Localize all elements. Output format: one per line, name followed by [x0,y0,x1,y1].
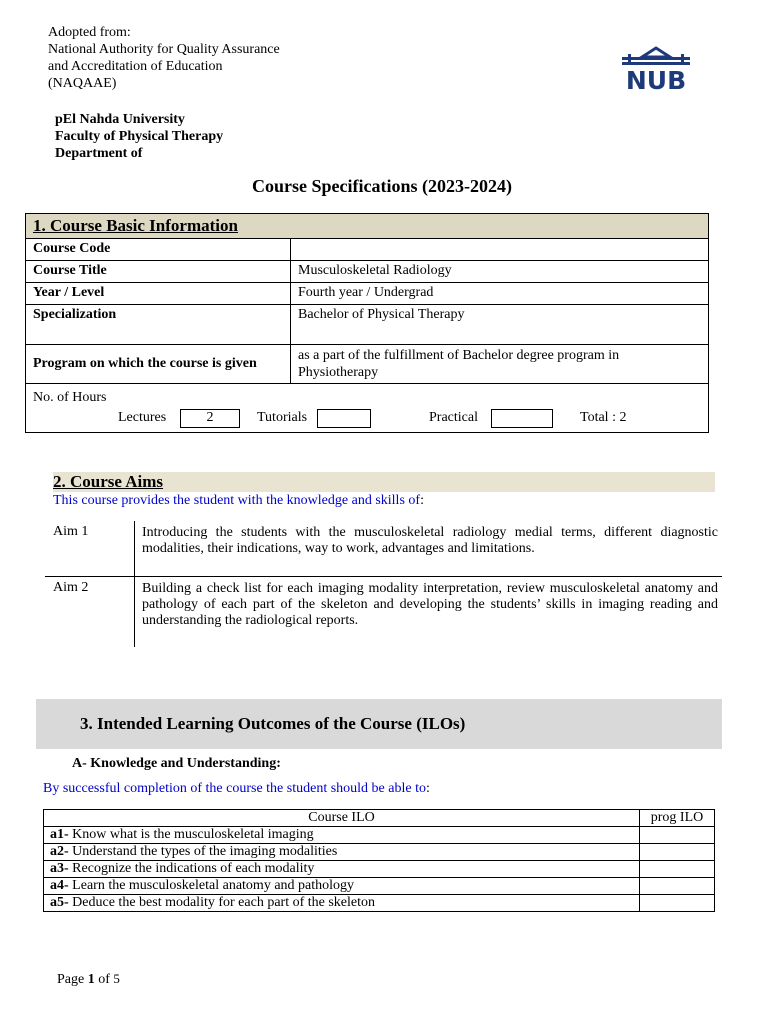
section3-title: 3. Intended Learning Outcomes of the Course (ILOs) [80,714,466,733]
total-hours: Total : 2 [580,410,627,425]
table-row [44,861,715,878]
ilo-prog [640,861,715,878]
university-name: pEl Nahda University [55,112,185,127]
ilo-cell [44,878,640,895]
department-name: Department of [55,146,143,161]
aim-label: Aim 2 [53,580,89,595]
section3-header [36,699,722,749]
ilo-prog [640,844,715,861]
aim-text: Introducing the students with the musculoskeletal radiology medial terms, different diagnostic modalities, their indications, way to work, advantages and limitations. [142,525,718,556]
ilo-col-course: Course ILO [44,810,640,827]
adopted-line: National Authority for Quality Assurance [48,42,280,57]
ilo-text: Know what is the musculoskeletal imaging [68,827,314,842]
aim-label: Aim 1 [53,524,89,539]
page-total: 5 [113,971,120,986]
ilo-intro-text: By successful completion of the course the student should be able to [43,781,426,796]
ilo-code: a3- [50,861,69,876]
section2-title: 2. Course Aims [53,472,715,492]
row-value: Musculoskeletal Radiology [291,261,709,283]
ilo-text: Learn the musculoskeletal anatomy and pathology [68,878,355,893]
ilo-code: a4- [50,878,69,893]
page-current: 1 [87,972,95,987]
row-value: Fourth year / Undergrad [291,283,709,305]
row-value: Bachelor of Physical Therapy [291,305,709,345]
hours-cell [26,384,709,433]
ilo-code: a5- [50,895,69,910]
table-row [44,895,715,912]
course-basic-info-table [25,213,709,433]
practical-value [491,409,553,428]
row-label: Program on which the course is given [26,345,291,384]
knowledge-subtitle: A- Knowledge and Understanding: [72,756,281,771]
ilo-col-prog: prog ILO [640,810,715,827]
adopted-line: (NAQAAE) [48,76,117,91]
row-label: Course Title [26,261,291,283]
ilo-table [43,809,715,912]
nub-logo-icon [614,44,698,92]
aims-divider-horizontal [45,576,722,577]
table-row [44,827,715,844]
adopted-line: and Accreditation of Education [48,59,223,74]
hours-label: No. of Hours [33,390,107,405]
aims-intro-colon: : [420,493,424,508]
ilo-code: a1- [50,827,69,842]
page-mid: of [94,972,114,987]
ilo-text: Understand the types of the imaging modalities [68,844,338,859]
ilo-intro-colon: : [425,781,430,796]
lectures-value: 2 [180,409,240,428]
aim-text: Building a check list for each imaging modality interpretation, review musculoskeletal anatomy and pathology of each part of the skeleton and developing the students’ skills in imaging reading and understanding the radiological reports. [142,581,718,628]
practical-label: Practical [429,410,478,425]
ilo-prog [640,895,715,912]
adopted-from-block [48,24,280,92]
row-label: Year / Level [26,283,291,305]
page-number [57,971,120,988]
logo-text: NUB [625,66,687,92]
ilo-cell [44,861,640,878]
tutorials-label: Tutorials [257,410,308,425]
university-block [55,111,223,162]
ilo-text: Recognize the indications of each modality [68,861,315,876]
adopted-line: Adopted from: [48,25,131,40]
ilo-cell [44,844,640,861]
ilo-intro [43,781,430,797]
ilo-cell [44,895,640,912]
tutorials-value [317,409,371,428]
section1-title: 1. Course Basic Information [26,214,709,239]
table-row [44,878,715,895]
ilo-code: a2- [50,844,69,859]
table-row [44,844,715,861]
ilo-prog [640,878,715,895]
row-label: Course Code [26,239,291,261]
aims-intro-text: This course provides the student with the knowledge and skills of [53,493,421,508]
lectures-label: Lectures [118,410,167,425]
ilo-text: Deduce the best modality for each part of the skeleton [68,895,376,910]
aims-divider-vertical [134,521,135,647]
faculty-name: Faculty of Physical Therapy [55,129,224,144]
aims-intro [53,493,424,509]
ilo-cell [44,827,640,844]
ilo-prog [640,827,715,844]
row-value [291,239,709,261]
document-title: Course Specifications (2023-2024) [252,176,512,196]
page-prefix: Page [57,972,88,987]
nub-logo [614,44,698,92]
row-value: as a part of the fulfillment of Bachelor degree program in Physiotherapy [291,345,709,384]
row-label: Specialization [26,305,291,345]
